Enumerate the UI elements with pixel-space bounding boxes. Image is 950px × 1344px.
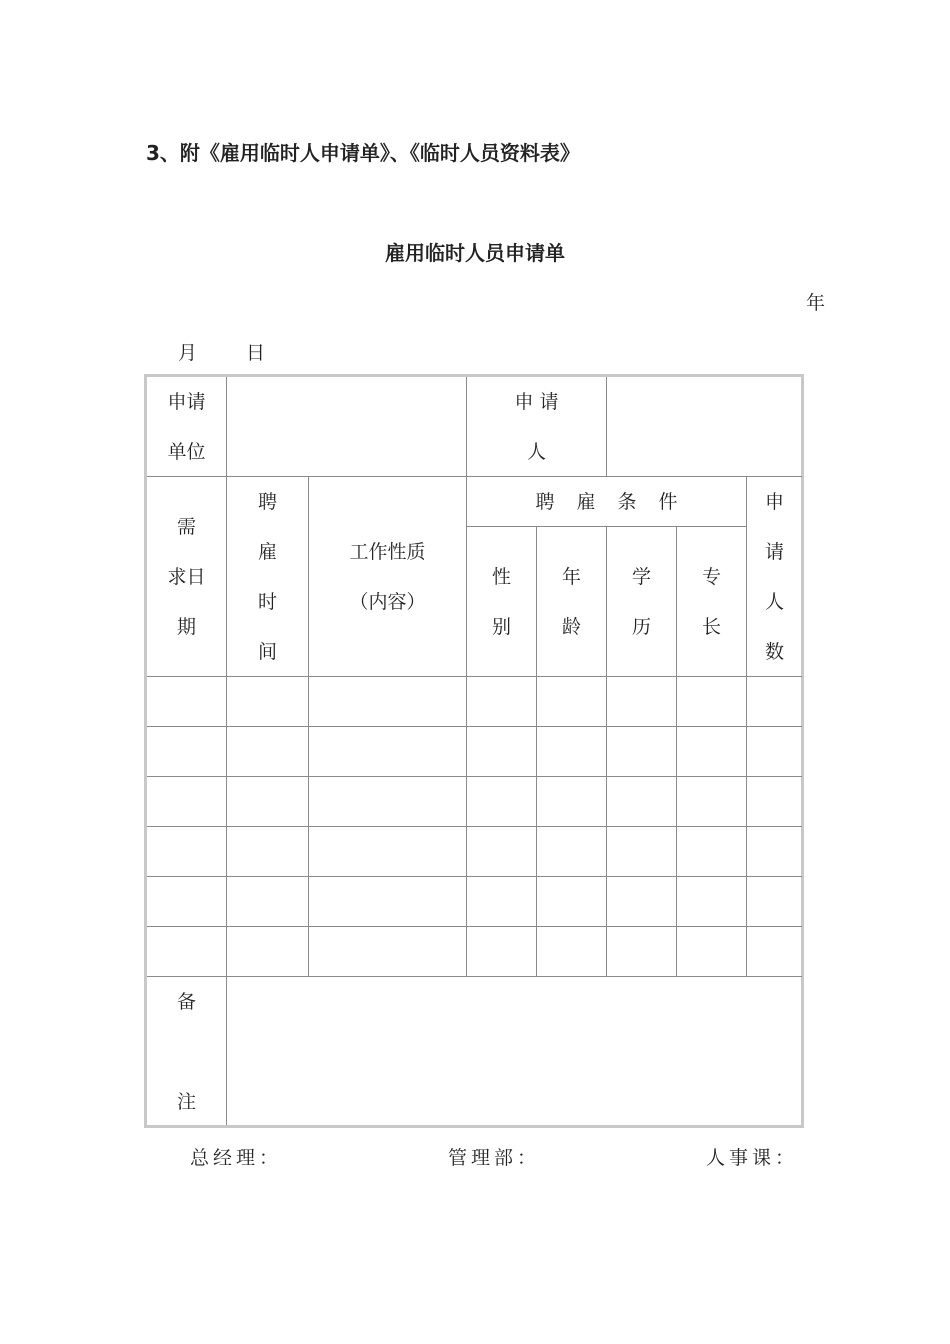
table-cell[interactable]: [309, 927, 466, 976]
table-cell[interactable]: [227, 827, 308, 876]
table-cell[interactable]: [607, 727, 676, 776]
table-cell[interactable]: [677, 827, 746, 876]
headcount-header: 申 请 人 数: [764, 490, 784, 663]
table-cell[interactable]: [677, 677, 746, 726]
hire-time-header: 聘 雇 时 间: [257, 490, 277, 663]
table-cell[interactable]: [747, 727, 802, 776]
hr-section-signature: 人事课：: [706, 1147, 799, 1169]
table-cell[interactable]: [309, 677, 466, 726]
table-cell[interactable]: [747, 927, 802, 976]
table-cell[interactable]: [227, 777, 308, 826]
table-cell[interactable]: [607, 777, 676, 826]
table-cell[interactable]: [467, 877, 536, 926]
table-cell[interactable]: [467, 777, 536, 826]
applicant-field[interactable]: [607, 377, 802, 476]
unit-field[interactable]: [227, 377, 466, 476]
section-heading: 3、附《雇用临时人申请单》、《临时人员资料表》: [146, 141, 580, 165]
general-manager-signature: 总经理：: [190, 1147, 283, 1169]
table-cell[interactable]: [607, 877, 676, 926]
table-cell[interactable]: [747, 827, 802, 876]
table-cell[interactable]: [227, 927, 308, 976]
table-cell[interactable]: [747, 677, 802, 726]
job-nature-header: 工作性质 （内容）: [349, 540, 426, 613]
remarks-label: 备 注: [176, 991, 196, 1113]
table-cell[interactable]: [467, 677, 536, 726]
table-cell[interactable]: [537, 927, 606, 976]
table-cell[interactable]: [537, 877, 606, 926]
table-cell[interactable]: [147, 677, 226, 726]
admin-dept-signature: 管理部：: [448, 1147, 541, 1169]
table-cell[interactable]: [677, 877, 746, 926]
table-cell[interactable]: [747, 877, 802, 926]
table-cell[interactable]: [147, 827, 226, 876]
table-cell[interactable]: [309, 877, 466, 926]
date-year-label: 年: [806, 292, 826, 314]
date-month-label: 月: [178, 342, 198, 364]
table-cell[interactable]: [677, 927, 746, 976]
table-cell[interactable]: [467, 827, 536, 876]
table-cell[interactable]: [147, 777, 226, 826]
age-header: 年 龄: [561, 565, 581, 638]
form-title: 雇用临时人员申请单: [385, 241, 565, 265]
table-cell[interactable]: [147, 877, 226, 926]
table-cell[interactable]: [537, 677, 606, 726]
specialty-header: 专 长: [701, 565, 721, 638]
table-cell[interactable]: [537, 777, 606, 826]
remarks-field[interactable]: [227, 977, 802, 1127]
table-cell[interactable]: [607, 677, 676, 726]
table-cell[interactable]: [537, 727, 606, 776]
education-header: 学 历: [631, 565, 651, 638]
table-cell[interactable]: [747, 777, 802, 826]
table-cell[interactable]: [147, 727, 226, 776]
date-day-label: 日: [246, 342, 266, 364]
table-cell[interactable]: [227, 727, 308, 776]
table-cell[interactable]: [309, 827, 466, 876]
table-cell[interactable]: [537, 827, 606, 876]
unit-label: 申请 单位: [167, 390, 206, 463]
table-cell[interactable]: [677, 727, 746, 776]
gender-header: 性 别: [491, 565, 511, 638]
hiring-conditions-header: 聘雇条件: [535, 490, 700, 513]
table-cell[interactable]: [227, 677, 308, 726]
table-cell[interactable]: [677, 777, 746, 826]
table-cell[interactable]: [607, 927, 676, 976]
need-date-header: 需 求日 期: [167, 515, 206, 638]
table-cell[interactable]: [467, 927, 536, 976]
table-cell[interactable]: [309, 777, 466, 826]
applicant-label: 申 请 人: [514, 390, 559, 463]
table-cell[interactable]: [227, 877, 308, 926]
table-cell[interactable]: [607, 827, 676, 876]
table-cell[interactable]: [467, 727, 536, 776]
table-cell[interactable]: [309, 727, 466, 776]
table-cell[interactable]: [147, 927, 226, 976]
